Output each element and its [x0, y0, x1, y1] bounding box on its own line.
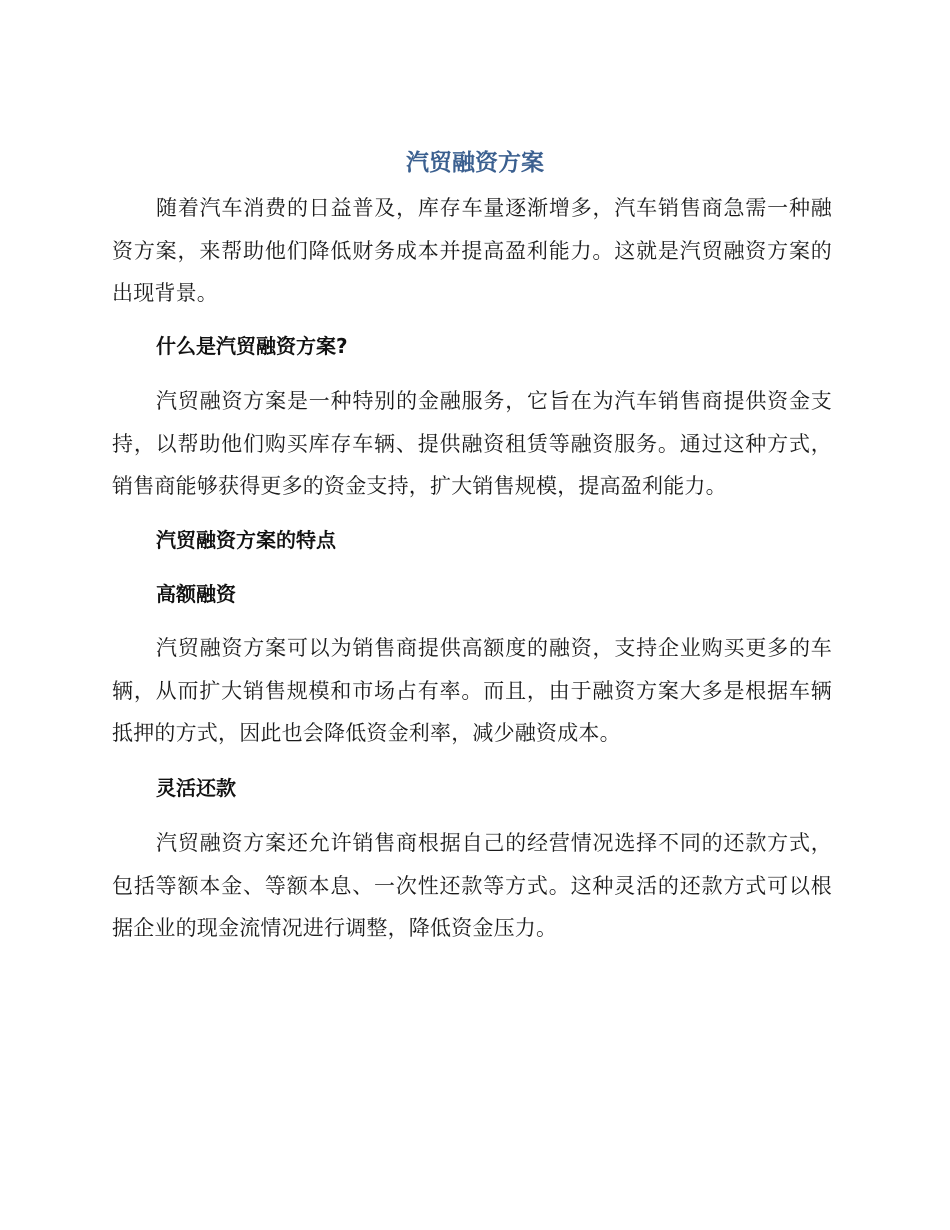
section-heading-flexible-repayment: 灵活还款 — [156, 776, 236, 800]
section-body-what-is: 汽贸融资方案是一种特别的金融服务，它旨在为汽车销售商提供资金支持，以帮助他们购买库存车辆、提供融资租赁等融资服务。通过这种方式，销售商能够获得更多的资金支持，扩大销售规模，提高盈利能力。 — [112, 389, 832, 498]
section-heading-what-is: 什么是汽贸融资方案? — [156, 334, 348, 358]
section-body-flexible-repayment: 汽贸融资方案还允许销售商根据自己的经营情况选择不同的还款方式，包括等额本金、等额本息、一次性还款等方式。这种灵活的还款方式可以根据企业的现金流情况进行调整，降低资金压力。 — [112, 831, 832, 940]
section-heading-features: 汽贸融资方案的特点 — [156, 528, 336, 552]
document-title: 汽贸融资方案 — [406, 150, 544, 176]
section-body-high-financing: 汽贸融资方案可以为销售商提供高额度的融资，支持企业购买更多的车辆，从而扩大销售规模和市场占有率。而且，由于融资方案大多是根据车辆抵押的方式，因此也会降低资金利率，减少融资成本。 — [112, 636, 832, 745]
section-heading-high-financing: 高额融资 — [156, 582, 236, 606]
intro-paragraph: 随着汽车消费的日益普及，库存车量逐渐增多，汽车销售商急需一种融资方案，来帮助他们降低财务成本并提高盈利能力。这就是汽贸融资方案的出现背景。 — [112, 196, 832, 305]
